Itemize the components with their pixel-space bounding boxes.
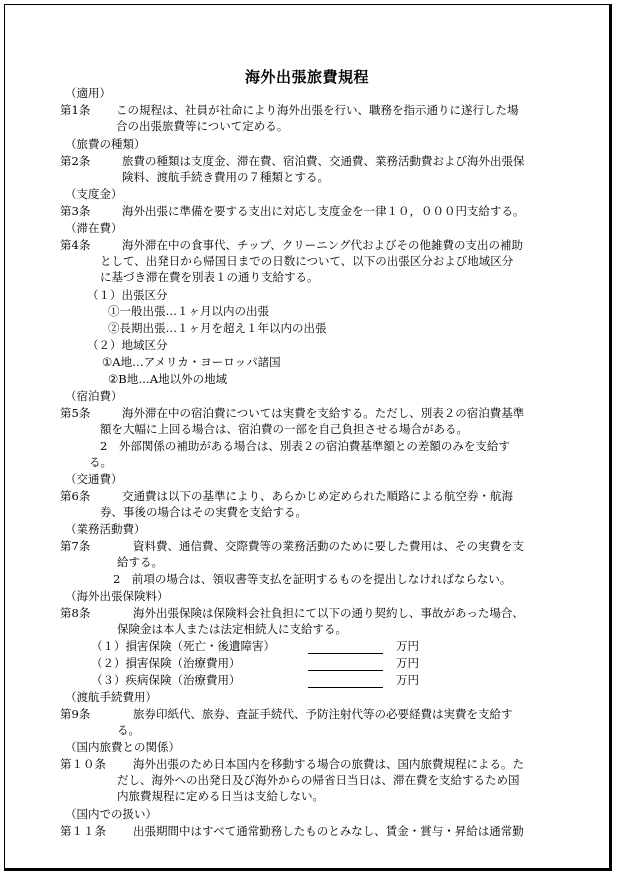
heading-travel-procedures: （渡航手続費用）: [65, 690, 157, 704]
insurance-item-2-label: （２）損害保険（治療費用）: [91, 656, 241, 670]
article-10-line-2: だし、海外への出発日及び海外からの帰省日当日は、滞在費を支給するため国: [117, 773, 520, 787]
insurance-item-3-blank: [308, 687, 383, 688]
article-4-line-2: として、出発日から帰国日までの日数について、以下の出張区分および地域区分: [100, 254, 514, 268]
article-2-line-1: 旅費の種類は支度金、滞在費、宿泊費、交通費、業務活動費および海外出張保: [122, 154, 525, 168]
heading-domestic-treatment: （国内での扱い）: [65, 807, 157, 821]
article-4-number: 第4条: [60, 238, 91, 252]
article-4-sub-1a: ①一般出張…１ヶ月以内の出張: [108, 304, 269, 318]
article-3-line-1: 海外出張に準備を要する支出に対応し支度金を一律１０，０００円支給する。: [122, 204, 525, 218]
article-4-sub-1b: ②長期出張…１ヶ月を超え１年以内の出張: [108, 321, 327, 335]
article-1-line-2: 合の出張旅費等について定める。: [116, 119, 289, 133]
article-5-para-2-line-2: る。: [89, 455, 112, 469]
article-4-line-3: に基づき滞在費を別表１の通り支給する。: [100, 270, 319, 284]
article-3-number: 第3条: [60, 204, 91, 218]
article-8-line-2: 保険金は本人または法定相続人に支給する。: [117, 622, 347, 636]
article-2-number: 第2条: [60, 154, 91, 168]
insurance-item-1-blank: [308, 653, 383, 654]
heading-lodging: （宿泊費）: [65, 389, 123, 403]
article-4-sub-2b: ②B地…A地以外の地域: [108, 372, 228, 386]
heading-stay-expenses: （滞在費）: [65, 221, 123, 235]
insurance-item-1-label: （１）損害保険（死亡・後遺障害）: [91, 639, 275, 653]
article-7-line-1: 資料費、通信費、交際費等の業務活動のために要した費用は、その実費を支: [133, 539, 524, 553]
heading-domestic-relation: （国内旅費との関係）: [65, 740, 180, 754]
heading-expense-types: （旅費の種類）: [65, 137, 146, 151]
article-5-line-1: 海外滞在中の宿泊費については実費を支給する。ただし、別表２の宿泊費基準: [122, 406, 525, 420]
heading-preparation-allowance: （支度金）: [65, 187, 123, 201]
article-1-number: 第1条: [60, 103, 91, 117]
article-9-line-1: 旅券印紙代、旅券、査証手続代、予防注射代等の必要経費は実費を支給す: [133, 707, 513, 721]
heading-application: （適用）: [65, 86, 111, 100]
article-5-number: 第5条: [60, 406, 91, 420]
article-7-line-2: 給する。: [117, 555, 163, 569]
document-page: [4, 4, 612, 871]
article-1-line-1: この規程は、社員が社命により海外出張を行い、職務を指示通りに遂行した場: [116, 103, 519, 117]
article-7-number: 第7条: [60, 539, 91, 553]
heading-business-activity: （業務活動費）: [65, 522, 146, 536]
article-2-line-2: 険料、渡航手続き費用の７種類とする。: [122, 170, 329, 184]
heading-transportation: （交通費）: [65, 472, 123, 486]
insurance-item-1-unit: 万円: [396, 639, 419, 653]
article-7-para-2: 2 前項の場合は、領収書等支払を証明するものを提出しなければならない。: [113, 572, 512, 586]
heading-insurance: （海外出張保険料）: [65, 589, 169, 603]
article-10-line-3: 内旅費規程に定める日当は支給しない。: [117, 789, 324, 803]
article-6-line-1: 交通費は以下の基準により、あらかじめ定められた順路による航空券・航海: [122, 489, 513, 503]
insurance-item-3-unit: 万円: [396, 673, 419, 687]
article-4-line-1: 海外滞在中の食事代、チップ、クリーニング代およびその他雑費の支出の補助: [122, 238, 524, 252]
article-8-number: 第8条: [60, 606, 91, 620]
article-9-number: 第9条: [60, 707, 91, 721]
article-5-para-2-line-1: 2 外部関係の補助がある場合は、別表２の宿泊費基準額との差額のみを支給す: [100, 439, 510, 453]
insurance-item-3-label: （３）疾病保険（治療費用）: [91, 673, 241, 687]
article-10-number: 第１０条: [60, 757, 106, 771]
article-8-line-1: 海外出張保険は保険料会社負担にて以下の通り契約し、事故があった場合、: [133, 606, 524, 620]
article-4-sub-1: （１）出張区分: [87, 288, 168, 302]
article-5-line-2: 額を大幅に上回る場合は、宿泊費の一部を自己負担させる場合がある。: [100, 422, 468, 436]
article-4-sub-2a: ①A地…アメリカ・ヨーロッパ諸国: [102, 355, 281, 369]
article-9-line-2: る。: [117, 723, 140, 737]
article-6-line-2: 券、事後の場合はその実費を支給する。: [100, 505, 307, 519]
insurance-item-2-blank: [308, 670, 383, 671]
article-11-number: 第１１条: [60, 824, 106, 838]
article-10-line-1: 海外出張のため日本国内を移動する場合の旅費は、国内旅費規程による。た: [133, 757, 524, 771]
document-title: 海外出張旅費規程: [244, 68, 369, 86]
article-6-number: 第6条: [60, 489, 91, 503]
article-4-sub-2: （２）地域区分: [87, 338, 168, 352]
insurance-item-2-unit: 万円: [396, 656, 419, 670]
article-11-line-1: 出張期間中はすべて通常勤務したものとみなし、賃金・賞与・昇給は通常勤: [133, 824, 524, 838]
